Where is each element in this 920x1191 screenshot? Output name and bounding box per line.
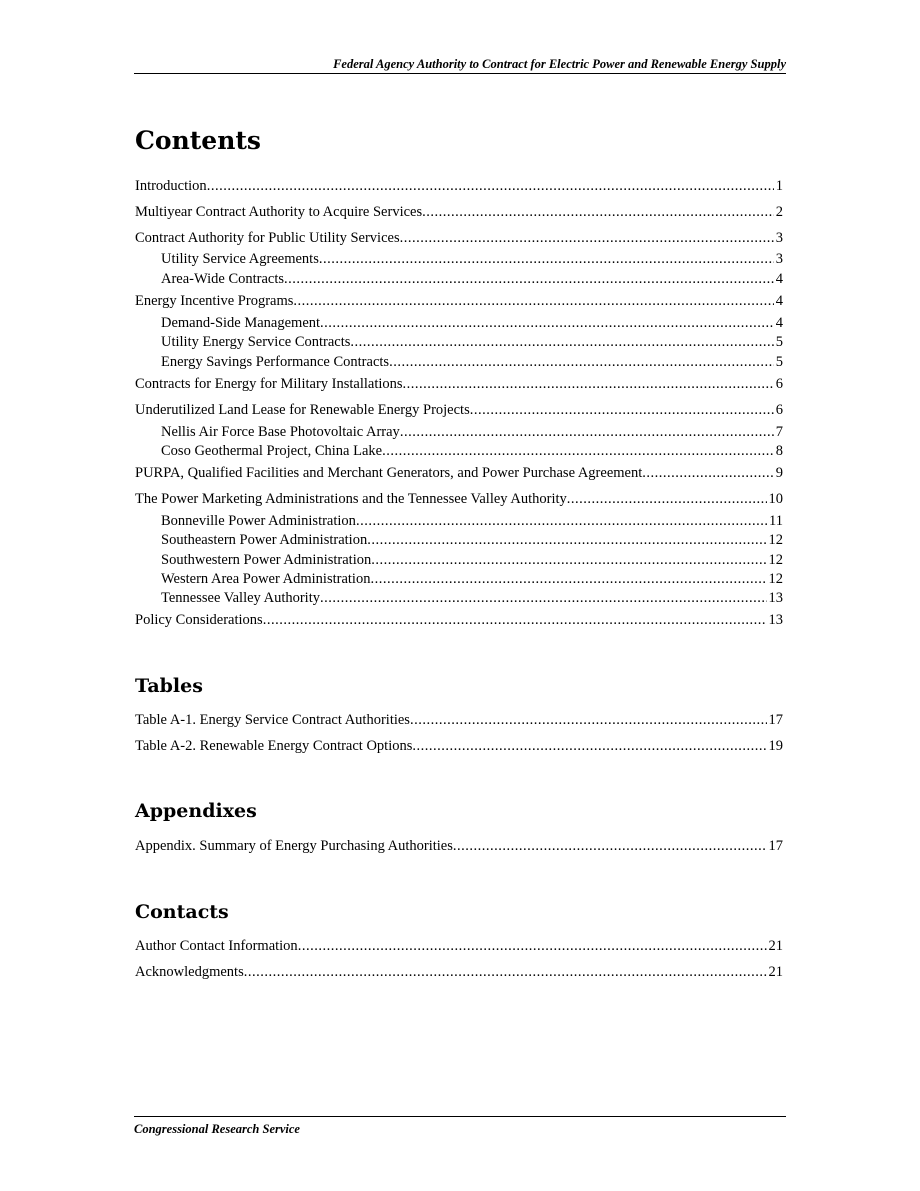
toc-entry-title: Energy Incentive Programs	[135, 293, 294, 309]
toc-entry-title: Southeastern Power Administration	[161, 532, 368, 548]
toc-page-number: 5	[775, 354, 783, 370]
toc-entry-western-area[interactable]	[161, 570, 783, 588]
toc-page-number: 19	[768, 738, 783, 754]
toc-entry-underutilized-land-lease[interactable]	[135, 401, 783, 419]
toc-page-number: 8	[775, 443, 783, 459]
toc-entry-title: Coso Geothermal Project, China Lake	[161, 443, 383, 459]
toc-page-number: 6	[775, 376, 783, 392]
toc-entry-title: Southwestern Power Administration	[161, 552, 372, 568]
dot-leader	[371, 551, 766, 569]
toc-entry-area-wide-contracts[interactable]	[161, 270, 783, 288]
toc-page-number: 12	[768, 571, 783, 587]
dot-leader	[244, 963, 767, 981]
toc-entry-purpa[interactable]	[135, 464, 783, 482]
toc-entry-southwestern[interactable]	[161, 551, 783, 569]
toc-entry-title: Underutilized Land Lease for Renewable Energy Projects	[135, 402, 470, 418]
dot-leader	[319, 250, 774, 268]
toc-page-number: 11	[769, 513, 783, 529]
toc-entry-title: Author Contact Information	[135, 938, 298, 954]
toc-entry-title: Utility Energy Service Contracts	[161, 334, 351, 350]
dot-leader	[350, 333, 773, 351]
toc-entry-title: Contracts for Energy for Military Installations	[135, 376, 403, 392]
dot-leader	[367, 531, 766, 549]
dot-leader	[642, 464, 774, 482]
toc-entry-title: Table A-1. Energy Service Contract Authorities	[135, 712, 410, 728]
toc-page-number: 5	[775, 334, 783, 350]
toc-entry-utility-energy-service-contracts[interactable]	[161, 333, 783, 351]
toc-entry-table-a1[interactable]	[135, 711, 783, 729]
running-header: Federal Agency Authority to Contract for Electric Power and Renewable Energy Supply	[333, 57, 786, 71]
toc-entry-coso-geothermal-project[interactable]	[161, 442, 783, 460]
toc-entry-military-installations[interactable]	[135, 375, 783, 393]
contents-heading: Contents	[135, 126, 262, 155]
toc-entry-title: Area-Wide Contracts	[161, 271, 285, 287]
toc-entry-tennessee-valley[interactable]	[161, 589, 783, 607]
toc-entry-title: Energy Savings Performance Contracts	[161, 354, 390, 370]
appendixes-heading: Appendixes	[135, 800, 257, 822]
toc-entry-acknowledgments[interactable]	[135, 963, 783, 981]
dot-leader	[389, 353, 774, 371]
toc-page-number: 6	[775, 402, 783, 418]
toc-entry-introduction[interactable]	[135, 177, 783, 195]
toc-entry-title: Utility Service Agreements	[161, 251, 319, 267]
toc-entry-title: Bonneville Power Administration	[161, 513, 356, 529]
dot-leader	[320, 314, 774, 332]
toc-entry-multiyear-contract[interactable]	[135, 203, 783, 221]
toc-entry-appendix-summary[interactable]	[135, 837, 783, 855]
toc-entry-policy-considerations[interactable]	[135, 611, 783, 629]
toc-entry-title: Contract Authority for Public Utility Services	[135, 230, 400, 246]
toc-entry-title: Introduction	[135, 178, 207, 194]
toc-page-number: 12	[768, 552, 783, 568]
toc-page-number: 3	[775, 251, 783, 267]
toc-page-number: 7	[775, 424, 783, 440]
dot-leader	[382, 442, 774, 460]
toc-entry-table-a2[interactable]	[135, 737, 783, 755]
running-footer: Congressional Research Service	[134, 1122, 300, 1136]
contacts-heading: Contacts	[135, 901, 229, 923]
toc-entry-title: Table A-2. Renewable Energy Contract Options	[135, 738, 413, 754]
dot-leader	[356, 512, 767, 530]
toc-page-number: 10	[768, 491, 783, 507]
dot-leader	[207, 177, 774, 195]
dot-leader	[567, 490, 767, 508]
toc-entry-author-contact[interactable]	[135, 937, 783, 955]
toc-entry-energy-savings-performance-contracts[interactable]	[161, 353, 783, 371]
toc-entry-title: The Power Marketing Administrations and the Tennessee Valley Authority	[135, 491, 567, 507]
toc-page-number: 2	[775, 204, 783, 220]
toc-entry-title: Western Area Power Administration	[161, 571, 371, 587]
toc-page-number: 17	[768, 712, 783, 728]
toc-page-number: 17	[768, 838, 783, 854]
toc-entry-demand-side-management[interactable]	[161, 314, 783, 332]
header-rule	[134, 73, 786, 74]
dot-leader	[453, 837, 767, 855]
dot-leader	[422, 203, 774, 221]
toc-entry-energy-incentive-programs[interactable]	[135, 292, 783, 310]
dot-leader	[293, 292, 773, 310]
toc-entry-title: Nellis Air Force Base Photovoltaic Array	[161, 424, 400, 440]
toc-entry-nellis-photovoltaic-array[interactable]	[161, 423, 783, 441]
toc-entry-title: Appendix. Summary of Energy Purchasing Authorities	[135, 838, 453, 854]
toc-page-number: 4	[775, 293, 783, 309]
toc-page-number: 3	[775, 230, 783, 246]
toc-entry-utility-service-agreements[interactable]	[161, 250, 783, 268]
toc-page-number: 1	[775, 178, 783, 194]
dot-leader	[370, 570, 766, 588]
dot-leader	[263, 611, 767, 629]
toc-entry-power-marketing-administrations[interactable]	[135, 490, 783, 508]
toc-entry-title: Multiyear Contract Authority to Acquire Services	[135, 204, 423, 220]
toc-entry-title: Demand-Side Management	[161, 315, 321, 331]
dot-leader	[412, 737, 766, 755]
dot-leader	[400, 423, 774, 441]
dot-leader	[410, 711, 767, 729]
toc-entry-bonneville[interactable]	[161, 512, 783, 530]
tables-heading: Tables	[135, 675, 203, 697]
dot-leader	[400, 229, 774, 247]
toc-page-number: 4	[775, 315, 783, 331]
toc-page-number: 12	[768, 532, 783, 548]
toc-page-number: 21	[768, 938, 783, 954]
toc-entry-public-utility-services[interactable]	[135, 229, 783, 247]
toc-page-number: 9	[775, 465, 783, 481]
toc-entry-title: Acknowledgments	[135, 964, 244, 980]
toc-entry-title: Policy Considerations	[135, 612, 263, 628]
toc-page-number: 4	[775, 271, 783, 287]
dot-leader	[284, 270, 774, 288]
toc-page-number: 21	[768, 964, 783, 980]
toc-page-number: 13	[768, 590, 783, 606]
dot-leader	[470, 401, 774, 419]
toc-entry-title: Tennessee Valley Authority	[161, 590, 320, 606]
dot-leader	[320, 589, 767, 607]
dot-leader	[298, 937, 767, 955]
toc-entry-title: PURPA, Qualified Facilities and Merchant Generators, and Power Purchase Agreement	[135, 465, 643, 481]
dot-leader	[403, 375, 774, 393]
footer-rule	[134, 1116, 786, 1117]
toc-page-number: 13	[768, 612, 783, 628]
toc-entry-southeastern[interactable]	[161, 531, 783, 549]
